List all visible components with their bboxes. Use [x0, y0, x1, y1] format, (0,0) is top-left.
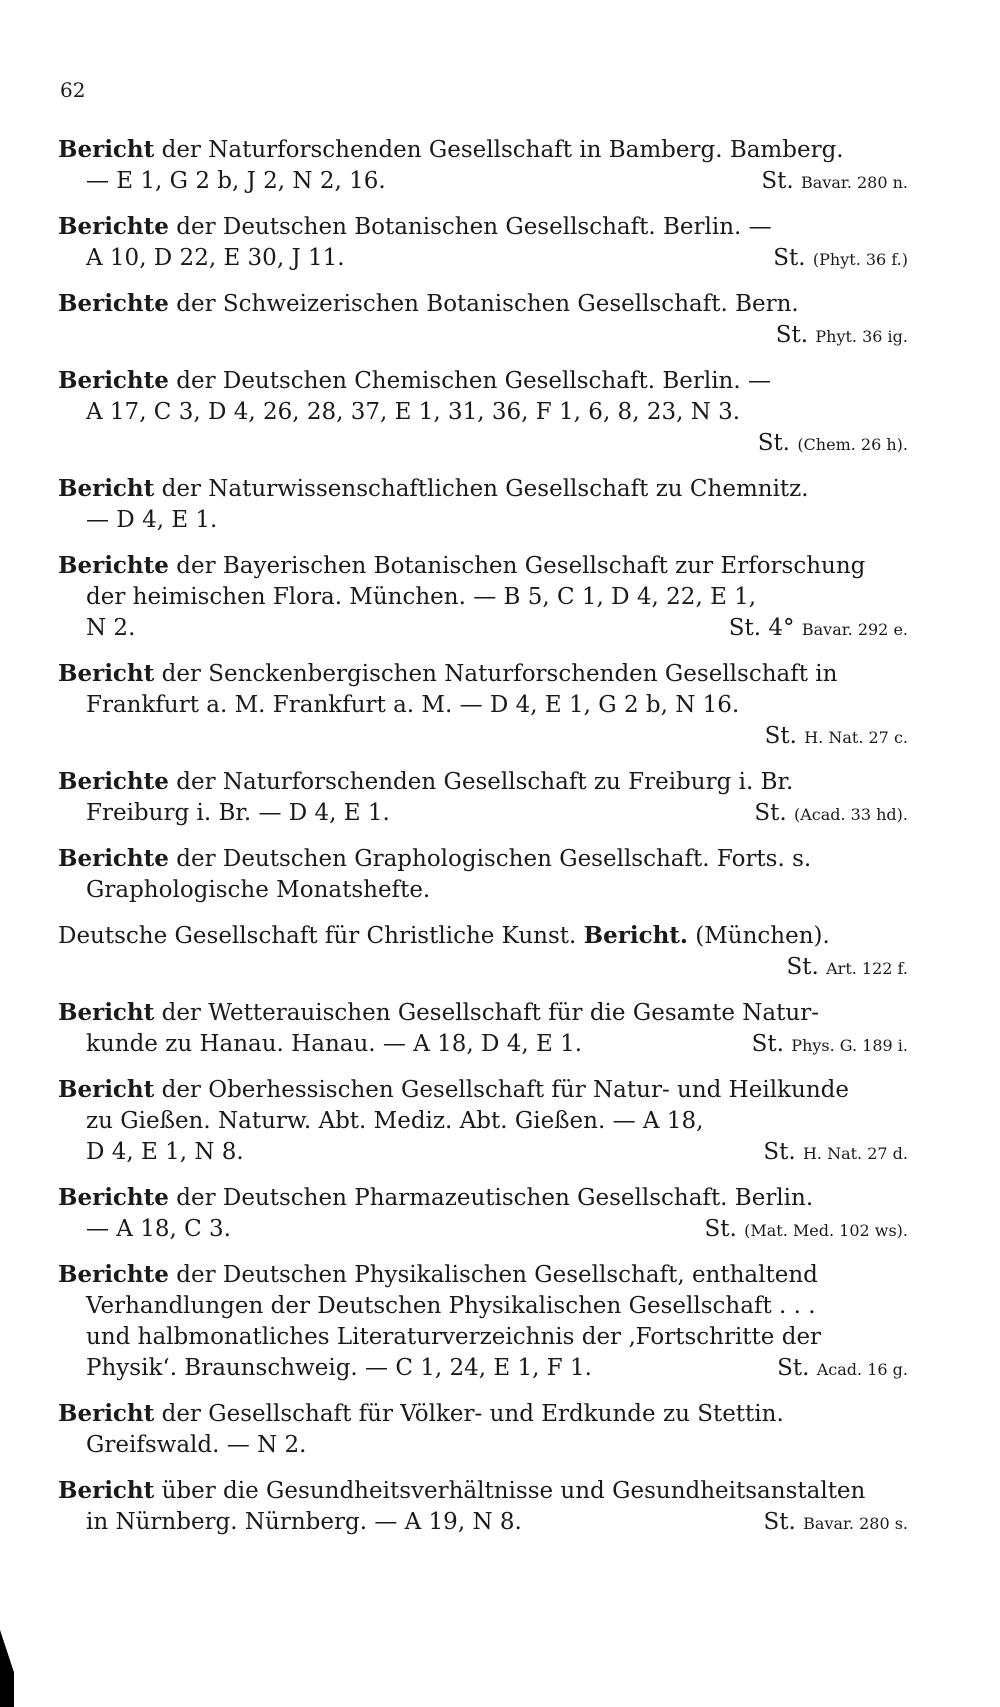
entry-location [752, 1029, 908, 1061]
st-prefix: St. [763, 1139, 796, 1165]
entry-holdings: Greifswald. — N 2. [86, 1432, 307, 1458]
entry-continuation-line [58, 952, 908, 983]
entry-location [754, 798, 908, 830]
entry-continuation-line [58, 505, 908, 536]
entry-keyword: Bericht [58, 1076, 155, 1103]
entry-continuation-line [58, 166, 908, 197]
st-prefix: St. [764, 723, 797, 749]
shelfmark: H. Nat. 27 c. [804, 728, 908, 747]
st-prefix: St. [761, 168, 794, 194]
entry-continuation-line [58, 320, 908, 351]
entry-keyword: Bericht [58, 660, 155, 687]
bibliography-entry [58, 288, 908, 351]
entry-continuation-line [58, 721, 908, 752]
entry-holdings: — D 4, E 1. [86, 507, 218, 533]
entry-location [763, 1137, 908, 1169]
entry-title: der Deutschen Pharmazeutischen Gesellschaft. Berlin. [168, 1185, 814, 1211]
st-prefix: St. [704, 1216, 737, 1242]
entry-holdings: Physik‘. Braunschweig. — C 1, 24, E 1, F 1. [86, 1355, 592, 1381]
entry-keyword: Berichte [58, 1261, 169, 1288]
entry-title-line [58, 920, 908, 952]
entry-continuation-line [58, 1353, 908, 1384]
scan-edge-mark [0, 1630, 14, 1707]
st-prefix: St. 4° [728, 615, 795, 641]
bibliography-entry [58, 1398, 908, 1461]
entry-title: der Deutschen Graphologischen Gesellschaft. Forts. s. [168, 846, 812, 872]
entry-location [773, 243, 908, 275]
entry-title-line [58, 766, 908, 798]
entry-keyword: Bericht [58, 475, 155, 502]
entry-holdings: Verhandlungen der Deutschen Physikalischen Gesellschaft . . . [86, 1293, 816, 1319]
entry-title: der Oberhessischen Gesellschaft für Natur- und Heilkunde [154, 1077, 849, 1103]
entry-keyword: Berichte [58, 213, 169, 240]
entry-continuation-line [58, 798, 908, 829]
st-prefix: St. [777, 1355, 810, 1381]
entry-location [777, 1353, 908, 1385]
entry-keyword: Bericht. [583, 922, 688, 949]
st-prefix: St. [773, 245, 806, 271]
shelfmark: (Phyt. 36 f.) [812, 250, 908, 269]
entry-continuation-line [58, 1214, 908, 1245]
entry-title: der Senckenbergischen Naturforschenden Gesellschaft in [154, 661, 838, 687]
entry-title: (München). [687, 923, 830, 949]
bibliography-entry [58, 1182, 908, 1245]
entry-continuation-line [58, 582, 908, 613]
entry-continuation-line [58, 1430, 908, 1461]
entry-location [765, 721, 908, 753]
shelfmark: Bavar. 280 s. [803, 1514, 908, 1533]
entry-title: der Deutschen Chemischen Gesellschaft. Berlin. — [168, 368, 771, 394]
st-prefix: St. [763, 1509, 796, 1535]
entry-location [704, 1214, 908, 1246]
entry-continuation-line [58, 1137, 908, 1168]
entry-location [758, 428, 908, 460]
entry-holdings: kunde zu Hanau. Hanau. — A 18, D 4, E 1. [86, 1031, 583, 1057]
entry-title-line [58, 997, 908, 1029]
entry-title-line [58, 473, 908, 505]
st-prefix: St. [775, 322, 809, 348]
entry-keyword: Bericht [58, 1477, 155, 1504]
entry-holdings: A 17, C 3, D 4, 26, 28, 37, E 1, 31, 36, F 1, 6, 8, 23, N 3. [86, 399, 741, 425]
entry-location [729, 613, 908, 645]
st-prefix: St. [754, 800, 787, 826]
entry-title: der Deutschen Physikalischen Gesellschaft, enthaltend [168, 1262, 818, 1288]
entry-keyword: Berichte [58, 290, 169, 317]
entry-title: der Naturwissenschaftlichen Gesellschaft zu Chemnitz. [154, 476, 809, 502]
entry-keyword: Berichte [58, 552, 169, 579]
entry-title: der Naturforschenden Gesellschaft zu Freiburg i. Br. [168, 769, 794, 795]
entry-title-line [58, 1259, 908, 1291]
bibliography-entry [58, 211, 908, 274]
bibliography-entry [58, 1475, 908, 1538]
entry-title: über die Gesundheitsverhältnisse und Gesundheitsanstalten [154, 1478, 866, 1504]
entry-holdings: und halbmonatliches Literaturverzeichnis der ‚Fortschritte der [86, 1324, 822, 1350]
entry-title: der Wetterauischen Gesellschaft für die Gesamte Natur- [154, 1000, 819, 1026]
shelfmark: H. Nat. 27 d. [802, 1144, 908, 1163]
entry-continuation-line [58, 243, 908, 274]
entry-keyword: Berichte [58, 1184, 169, 1211]
entry-location [764, 1507, 908, 1539]
entry-location [761, 166, 908, 198]
bibliography-entry [58, 997, 908, 1060]
shelfmark: Phys. G. 189 i. [791, 1036, 908, 1055]
entry-title-line [58, 843, 908, 875]
entry-keyword: Bericht [58, 136, 155, 163]
entry-holdings: A 10, D 22, E 30, J 11. [86, 245, 345, 271]
bibliography-entry [58, 1259, 908, 1384]
entry-title-line [58, 1074, 908, 1106]
bibliography-entry [58, 920, 908, 983]
entry-continuation-line [58, 1106, 908, 1137]
entry-holdings: Frankfurt a. M. Frankfurt a. M. — D 4, E 1, G 2 b, N 16. [86, 692, 740, 718]
bibliography-entry [58, 473, 908, 536]
entry-title-line [58, 1398, 908, 1430]
st-prefix: St. [786, 954, 819, 980]
entry-holdings: in Nürnberg. Nürnberg. — A 19, N 8. [86, 1509, 522, 1535]
bibliography-list [58, 134, 908, 1552]
shelfmark: (Mat. Med. 102 ws). [744, 1221, 908, 1240]
bibliography-entry [58, 1074, 908, 1168]
entry-title: der Schweizerischen Botanischen Gesellschaft. Bern. [168, 291, 799, 317]
bibliography-entry [58, 550, 908, 644]
entry-location [787, 952, 909, 984]
shelfmark: (Acad. 33 hd). [793, 805, 908, 824]
bibliography-entry [58, 134, 908, 197]
entry-title: der Deutschen Botanischen Gesellschaft. Berlin. — [168, 214, 772, 240]
entry-holdings: Graphologische Monatshefte. [86, 877, 431, 903]
entry-holdings: — A 18, C 3. [86, 1216, 231, 1242]
entry-continuation-line [58, 397, 908, 428]
entry-continuation-line [58, 1291, 908, 1322]
entry-keyword: Berichte [58, 367, 169, 394]
shelfmark: Acad. 16 g. [816, 1360, 908, 1379]
entry-holdings: der heimischen Flora. München. — B 5, C 1, D 4, 22, E 1, [86, 584, 757, 610]
shelfmark: Bavar. 280 n. [801, 173, 908, 192]
entry-title-line [58, 550, 908, 582]
entry-keyword: Berichte [58, 845, 169, 872]
entry-title-line [58, 211, 908, 243]
entry-holdings: zu Gießen. Naturw. Abt. Mediz. Abt. Gießen. — A 18, [86, 1108, 704, 1134]
entry-keyword: Berichte [58, 768, 169, 795]
entry-continuation-line [58, 875, 908, 906]
bibliography-entry [58, 843, 908, 906]
entry-continuation-line [58, 613, 908, 644]
entry-keyword: Bericht [58, 1400, 155, 1427]
entry-title-line [58, 134, 908, 166]
bibliography-entry [58, 365, 908, 459]
shelfmark: Bavar. 292 e. [801, 620, 908, 639]
entry-continuation-line [58, 1507, 908, 1538]
entry-continuation-line [58, 1322, 908, 1353]
entry-title-line [58, 365, 908, 397]
entry-title-line [58, 1182, 908, 1214]
page-number: 62 [60, 78, 86, 102]
st-prefix: St. [751, 1031, 784, 1057]
entry-holdings: Freiburg i. Br. — D 4, E 1. [86, 800, 390, 826]
st-prefix: St. [757, 430, 790, 456]
bibliography-entry [58, 766, 908, 829]
entry-continuation-line [58, 428, 908, 459]
entry-title-line [58, 288, 908, 320]
entry-keyword: Bericht [58, 999, 155, 1026]
entry-holdings: N 2. [86, 615, 136, 641]
shelfmark: Art. 122 f. [826, 959, 908, 978]
entry-continuation-line [58, 690, 908, 721]
entry-continuation-line [58, 1029, 908, 1060]
entry-holdings: — E 1, G 2 b, J 2, N 2, 16. [86, 168, 386, 194]
entry-title-line [58, 1475, 908, 1507]
entry-title: der Naturforschenden Gesellschaft in Bamberg. Bamberg. [154, 137, 844, 163]
entry-title: der Gesellschaft für Völker- und Erdkunde zu Stettin. [154, 1401, 784, 1427]
entry-title-prefix: Deutsche Gesellschaft für Christliche Kunst. [58, 923, 584, 949]
entry-title-line [58, 658, 908, 690]
shelfmark: Phyt. 36 ig. [815, 327, 908, 346]
entry-location [776, 320, 908, 352]
shelfmark: (Chem. 26 h). [797, 435, 908, 454]
entry-holdings: D 4, E 1, N 8. [86, 1139, 244, 1165]
entry-title: der Bayerischen Botanischen Gesellschaft zur Erforschung [168, 553, 866, 579]
bibliography-entry [58, 658, 908, 752]
